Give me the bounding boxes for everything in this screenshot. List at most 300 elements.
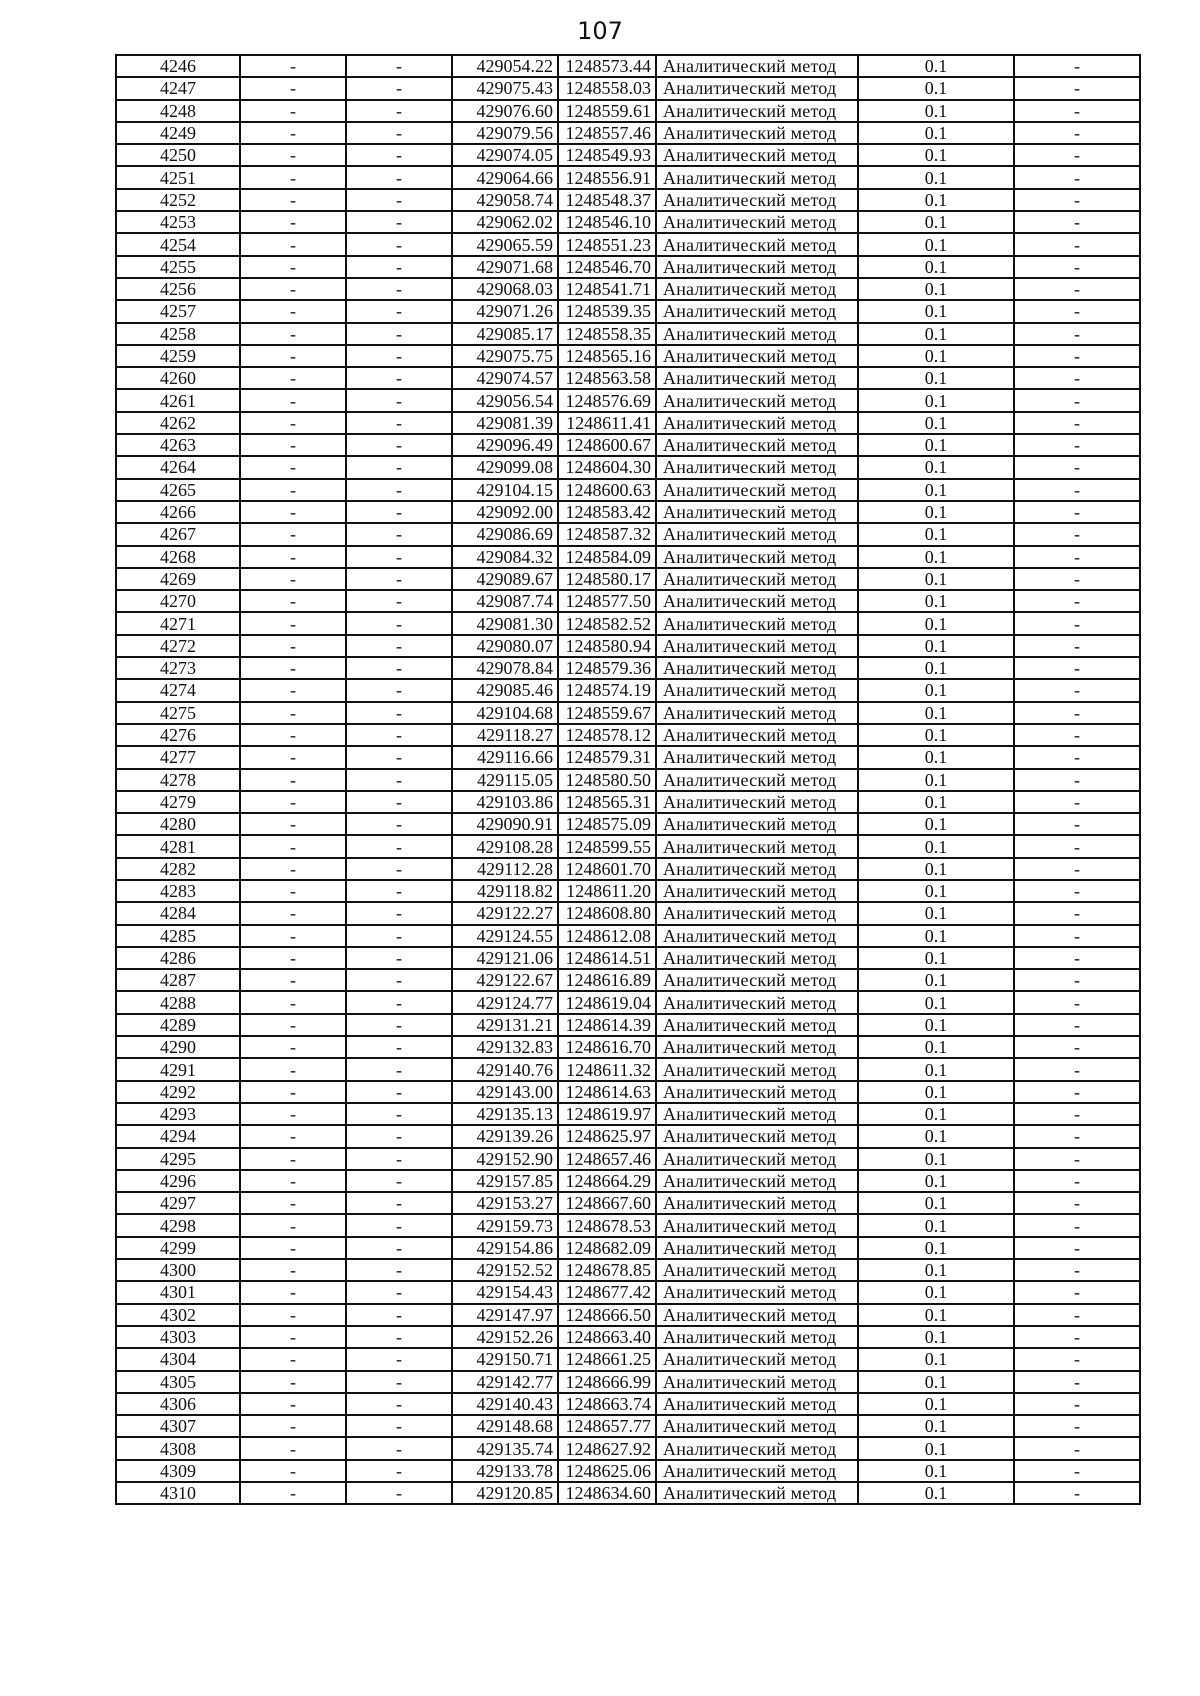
empty-cell-c: - [1014,1170,1140,1192]
table-row [116,77,1140,99]
empty-cell-b: - [346,724,452,746]
empty-cell-c: - [1014,657,1140,679]
table-row [116,724,1140,746]
empty-cell-a: - [240,523,346,545]
table-row [116,189,1140,211]
empty-cell-b: - [346,211,452,233]
method-cell: Аналитический метод [656,1081,858,1103]
empty-cell-a: - [240,434,346,456]
method-cell: Аналитический метод [656,501,858,523]
table-row [116,1460,1140,1482]
x-coordinate-cell: 429104.68 [452,702,558,724]
table-row [116,635,1140,657]
empty-cell-b: - [346,1214,452,1236]
empty-cell-a: - [240,902,346,924]
empty-cell-a: - [240,323,346,345]
empty-cell-a: - [240,969,346,991]
point-number-cell: 4257 [116,300,240,322]
empty-cell-b: - [346,791,452,813]
empty-cell-b: - [346,1103,452,1125]
empty-cell-b: - [346,122,452,144]
x-coordinate-cell: 429092.00 [452,501,558,523]
empty-cell-b: - [346,679,452,701]
point-number-cell: 4264 [116,456,240,478]
y-coordinate-cell: 1248634.60 [558,1482,656,1504]
point-number-cell: 4287 [116,969,240,991]
method-cell: Аналитический метод [656,835,858,857]
y-coordinate-cell: 1248600.67 [558,434,656,456]
x-coordinate-cell: 429074.57 [452,367,558,389]
accuracy-cell: 0.1 [858,412,1014,434]
method-cell: Аналитический метод [656,323,858,345]
empty-cell-a: - [240,880,346,902]
x-coordinate-cell: 429115.05 [452,769,558,791]
y-coordinate-cell: 1248666.99 [558,1371,656,1393]
empty-cell-b: - [346,568,452,590]
empty-cell-c: - [1014,1214,1140,1236]
empty-cell-a: - [240,1237,346,1259]
y-coordinate-cell: 1248558.03 [558,77,656,99]
empty-cell-a: - [240,166,346,188]
table-row [116,389,1140,411]
table-row [116,1393,1140,1415]
empty-cell-b: - [346,1348,452,1370]
point-number-cell: 4307 [116,1415,240,1437]
method-cell: Аналитический метод [656,1304,858,1326]
point-number-cell: 4246 [116,55,240,77]
method-cell: Аналитический метод [656,702,858,724]
empty-cell-a: - [240,858,346,880]
accuracy-cell: 0.1 [858,211,1014,233]
empty-cell-a: - [240,1371,346,1393]
empty-cell-b: - [346,746,452,768]
empty-cell-c: - [1014,1192,1140,1214]
empty-cell-b: - [346,1482,452,1504]
empty-cell-c: - [1014,1259,1140,1281]
accuracy-cell: 0.1 [858,479,1014,501]
table-row [116,144,1140,166]
empty-cell-c: - [1014,122,1140,144]
empty-cell-a: - [240,925,346,947]
empty-cell-b: - [346,412,452,434]
point-number-cell: 4309 [116,1460,240,1482]
empty-cell-b: - [346,1437,452,1459]
accuracy-cell: 0.1 [858,1304,1014,1326]
empty-cell-a: - [240,947,346,969]
table-row [116,1058,1140,1080]
accuracy-cell: 0.1 [858,835,1014,857]
empty-cell-a: - [240,77,346,99]
empty-cell-c: - [1014,189,1140,211]
empty-cell-a: - [240,456,346,478]
empty-cell-a: - [240,724,346,746]
empty-cell-b: - [346,880,452,902]
accuracy-cell: 0.1 [858,1371,1014,1393]
table-row [116,925,1140,947]
method-cell: Аналитический метод [656,300,858,322]
y-coordinate-cell: 1248551.23 [558,233,656,255]
accuracy-cell: 0.1 [858,813,1014,835]
y-coordinate-cell: 1248667.60 [558,1192,656,1214]
x-coordinate-cell: 429143.00 [452,1081,558,1103]
table-row [116,100,1140,122]
empty-cell-a: - [240,1437,346,1459]
x-coordinate-cell: 429135.13 [452,1103,558,1125]
method-cell: Аналитический метод [656,1348,858,1370]
table-row [116,947,1140,969]
method-cell: Аналитический метод [656,77,858,99]
accuracy-cell: 0.1 [858,456,1014,478]
accuracy-cell: 0.1 [858,434,1014,456]
empty-cell-a: - [240,1103,346,1125]
empty-cell-b: - [346,189,452,211]
x-coordinate-cell: 429124.55 [452,925,558,947]
x-coordinate-cell: 429086.69 [452,523,558,545]
x-coordinate-cell: 429124.77 [452,991,558,1013]
point-number-cell: 4280 [116,813,240,835]
empty-cell-c: - [1014,702,1140,724]
accuracy-cell: 0.1 [858,523,1014,545]
accuracy-cell: 0.1 [858,1415,1014,1437]
point-number-cell: 4306 [116,1393,240,1415]
empty-cell-b: - [346,657,452,679]
empty-cell-c: - [1014,880,1140,902]
point-number-cell: 4303 [116,1326,240,1348]
empty-cell-c: - [1014,256,1140,278]
method-cell: Аналитический метод [656,612,858,634]
x-coordinate-cell: 429081.39 [452,412,558,434]
method-cell: Аналитический метод [656,166,858,188]
method-cell: Аналитический метод [656,1437,858,1459]
empty-cell-a: - [240,702,346,724]
empty-cell-a: - [240,612,346,634]
empty-cell-b: - [346,166,452,188]
accuracy-cell: 0.1 [858,1348,1014,1370]
point-number-cell: 4272 [116,635,240,657]
accuracy-cell: 0.1 [858,1437,1014,1459]
accuracy-cell: 0.1 [858,233,1014,255]
y-coordinate-cell: 1248601.70 [558,858,656,880]
y-coordinate-cell: 1248559.61 [558,100,656,122]
method-cell: Аналитический метод [656,1214,858,1236]
x-coordinate-cell: 429112.28 [452,858,558,880]
y-coordinate-cell: 1248557.46 [558,122,656,144]
empty-cell-a: - [240,991,346,1013]
accuracy-cell: 0.1 [858,367,1014,389]
empty-cell-a: - [240,189,346,211]
method-cell: Аналитический метод [656,858,858,880]
empty-cell-c: - [1014,1482,1140,1504]
x-coordinate-cell: 429133.78 [452,1460,558,1482]
accuracy-cell: 0.1 [858,77,1014,99]
y-coordinate-cell: 1248619.04 [558,991,656,1013]
x-coordinate-cell: 429071.68 [452,256,558,278]
empty-cell-b: - [346,456,452,478]
empty-cell-c: - [1014,1237,1140,1259]
x-coordinate-cell: 429103.86 [452,791,558,813]
table-row [116,880,1140,902]
empty-cell-a: - [240,1281,346,1303]
empty-cell-c: - [1014,1148,1140,1170]
method-cell: Аналитический метод [656,1058,858,1080]
method-cell: Аналитический метод [656,724,858,746]
empty-cell-a: - [240,278,346,300]
accuracy-cell: 0.1 [858,100,1014,122]
empty-cell-a: - [240,412,346,434]
method-cell: Аналитический метод [656,925,858,947]
empty-cell-a: - [240,813,346,835]
x-coordinate-cell: 429089.67 [452,568,558,590]
empty-cell-a: - [240,1326,346,1348]
empty-cell-c: - [1014,166,1140,188]
table-row [116,1214,1140,1236]
method-cell: Аналитический метод [656,1103,858,1125]
empty-cell-c: - [1014,813,1140,835]
empty-cell-c: - [1014,1103,1140,1125]
table-row [116,1259,1140,1281]
empty-cell-c: - [1014,769,1140,791]
accuracy-cell: 0.1 [858,1259,1014,1281]
y-coordinate-cell: 1248548.37 [558,189,656,211]
table-row [116,1237,1140,1259]
accuracy-cell: 0.1 [858,1170,1014,1192]
empty-cell-a: - [240,1081,346,1103]
empty-cell-b: - [346,144,452,166]
empty-cell-b: - [346,590,452,612]
x-coordinate-cell: 429056.54 [452,389,558,411]
accuracy-cell: 0.1 [858,1036,1014,1058]
point-number-cell: 4248 [116,100,240,122]
y-coordinate-cell: 1248611.20 [558,880,656,902]
empty-cell-a: - [240,256,346,278]
empty-cell-c: - [1014,367,1140,389]
point-number-cell: 4276 [116,724,240,746]
table-row [116,434,1140,456]
table-row [116,1103,1140,1125]
table-row [116,1371,1140,1393]
table-row [116,568,1140,590]
empty-cell-b: - [346,947,452,969]
method-cell: Аналитический метод [656,456,858,478]
empty-cell-c: - [1014,902,1140,924]
accuracy-cell: 0.1 [858,925,1014,947]
method-cell: Аналитический метод [656,590,858,612]
accuracy-cell: 0.1 [858,724,1014,746]
method-cell: Аналитический метод [656,1170,858,1192]
y-coordinate-cell: 1248583.42 [558,501,656,523]
empty-cell-a: - [240,1460,346,1482]
point-number-cell: 4266 [116,501,240,523]
x-coordinate-cell: 429084.32 [452,546,558,568]
empty-cell-b: - [346,1281,452,1303]
method-cell: Аналитический метод [656,813,858,835]
x-coordinate-cell: 429152.26 [452,1326,558,1348]
accuracy-cell: 0.1 [858,769,1014,791]
empty-cell-a: - [240,1148,346,1170]
empty-cell-a: - [240,345,346,367]
x-coordinate-cell: 429140.76 [452,1058,558,1080]
empty-cell-c: - [1014,523,1140,545]
y-coordinate-cell: 1248580.94 [558,635,656,657]
point-number-cell: 4300 [116,1259,240,1281]
empty-cell-c: - [1014,100,1140,122]
point-number-cell: 4269 [116,568,240,590]
empty-cell-a: - [240,55,346,77]
method-cell: Аналитический метод [656,969,858,991]
point-number-cell: 4285 [116,925,240,947]
table-row [116,746,1140,768]
y-coordinate-cell: 1248625.06 [558,1460,656,1482]
empty-cell-c: - [1014,456,1140,478]
empty-cell-a: - [240,1192,346,1214]
x-coordinate-cell: 429152.52 [452,1259,558,1281]
accuracy-cell: 0.1 [858,389,1014,411]
method-cell: Аналитический метод [656,746,858,768]
accuracy-cell: 0.1 [858,1125,1014,1147]
accuracy-cell: 0.1 [858,1081,1014,1103]
empty-cell-a: - [240,657,346,679]
point-number-cell: 4271 [116,612,240,634]
method-cell: Аналитический метод [656,233,858,255]
y-coordinate-cell: 1248616.70 [558,1036,656,1058]
accuracy-cell: 0.1 [858,345,1014,367]
empty-cell-b: - [346,1304,452,1326]
x-coordinate-cell: 429085.46 [452,679,558,701]
empty-cell-c: - [1014,1036,1140,1058]
table-row [116,1148,1140,1170]
table-row [116,1437,1140,1459]
method-cell: Аналитический метод [656,211,858,233]
y-coordinate-cell: 1248604.30 [558,456,656,478]
empty-cell-b: - [346,367,452,389]
accuracy-cell: 0.1 [858,1058,1014,1080]
method-cell: Аналитический метод [656,1415,858,1437]
empty-cell-b: - [346,100,452,122]
y-coordinate-cell: 1248579.36 [558,657,656,679]
y-coordinate-cell: 1248580.50 [558,769,656,791]
point-number-cell: 4258 [116,323,240,345]
method-cell: Аналитический метод [656,256,858,278]
accuracy-cell: 0.1 [858,1281,1014,1303]
table-row [116,122,1140,144]
method-cell: Аналитический метод [656,1393,858,1415]
empty-cell-b: - [346,278,452,300]
x-coordinate-cell: 429076.60 [452,100,558,122]
empty-cell-b: - [346,635,452,657]
empty-cell-b: - [346,969,452,991]
y-coordinate-cell: 1248616.89 [558,969,656,991]
point-number-cell: 4282 [116,858,240,880]
accuracy-cell: 0.1 [858,300,1014,322]
method-cell: Аналитический метод [656,55,858,77]
empty-cell-c: - [1014,679,1140,701]
empty-cell-c: - [1014,278,1140,300]
empty-cell-b: - [346,233,452,255]
point-number-cell: 4252 [116,189,240,211]
empty-cell-b: - [346,1371,452,1393]
accuracy-cell: 0.1 [858,546,1014,568]
point-number-cell: 4274 [116,679,240,701]
empty-cell-b: - [346,389,452,411]
accuracy-cell: 0.1 [858,323,1014,345]
method-cell: Аналитический метод [656,523,858,545]
method-cell: Аналитический метод [656,1014,858,1036]
x-coordinate-cell: 429068.03 [452,278,558,300]
y-coordinate-cell: 1248682.09 [558,1237,656,1259]
empty-cell-b: - [346,902,452,924]
accuracy-cell: 0.1 [858,746,1014,768]
y-coordinate-cell: 1248614.51 [558,947,656,969]
method-cell: Аналитический метод [656,791,858,813]
empty-cell-c: - [1014,746,1140,768]
empty-cell-b: - [346,300,452,322]
empty-cell-c: - [1014,1304,1140,1326]
point-number-cell: 4296 [116,1170,240,1192]
method-cell: Аналитический метод [656,189,858,211]
empty-cell-c: - [1014,1371,1140,1393]
x-coordinate-cell: 429132.83 [452,1036,558,1058]
empty-cell-a: - [240,635,346,657]
empty-cell-b: - [346,434,452,456]
empty-cell-c: - [1014,345,1140,367]
y-coordinate-cell: 1248625.97 [558,1125,656,1147]
method-cell: Аналитический метод [656,1326,858,1348]
accuracy-cell: 0.1 [858,1148,1014,1170]
y-coordinate-cell: 1248612.08 [558,925,656,947]
empty-cell-b: - [346,77,452,99]
y-coordinate-cell: 1248541.71 [558,278,656,300]
empty-cell-c: - [1014,612,1140,634]
empty-cell-a: - [240,791,346,813]
y-coordinate-cell: 1248578.12 [558,724,656,746]
empty-cell-b: - [346,991,452,1013]
empty-cell-b: - [346,479,452,501]
point-number-cell: 4299 [116,1237,240,1259]
empty-cell-b: - [346,1237,452,1259]
accuracy-cell: 0.1 [858,501,1014,523]
method-cell: Аналитический метод [656,367,858,389]
accuracy-cell: 0.1 [858,612,1014,634]
empty-cell-b: - [346,523,452,545]
x-coordinate-cell: 429099.08 [452,456,558,478]
method-cell: Аналитический метод [656,1036,858,1058]
x-coordinate-cell: 429078.84 [452,657,558,679]
point-number-cell: 4278 [116,769,240,791]
point-number-cell: 4289 [116,1014,240,1036]
empty-cell-a: - [240,501,346,523]
y-coordinate-cell: 1248614.39 [558,1014,656,1036]
empty-cell-b: - [346,1036,452,1058]
accuracy-cell: 0.1 [858,702,1014,724]
x-coordinate-cell: 429081.30 [452,612,558,634]
table-row [116,835,1140,857]
accuracy-cell: 0.1 [858,1326,1014,1348]
table-row [116,1482,1140,1504]
empty-cell-a: - [240,590,346,612]
empty-cell-b: - [346,546,452,568]
y-coordinate-cell: 1248556.91 [558,166,656,188]
x-coordinate-cell: 429122.27 [452,902,558,924]
empty-cell-c: - [1014,1393,1140,1415]
x-coordinate-cell: 429159.73 [452,1214,558,1236]
y-coordinate-cell: 1248664.29 [558,1170,656,1192]
point-number-cell: 4262 [116,412,240,434]
empty-cell-c: - [1014,590,1140,612]
empty-cell-a: - [240,769,346,791]
point-number-cell: 4253 [116,211,240,233]
point-number-cell: 4268 [116,546,240,568]
table-row [116,769,1140,791]
